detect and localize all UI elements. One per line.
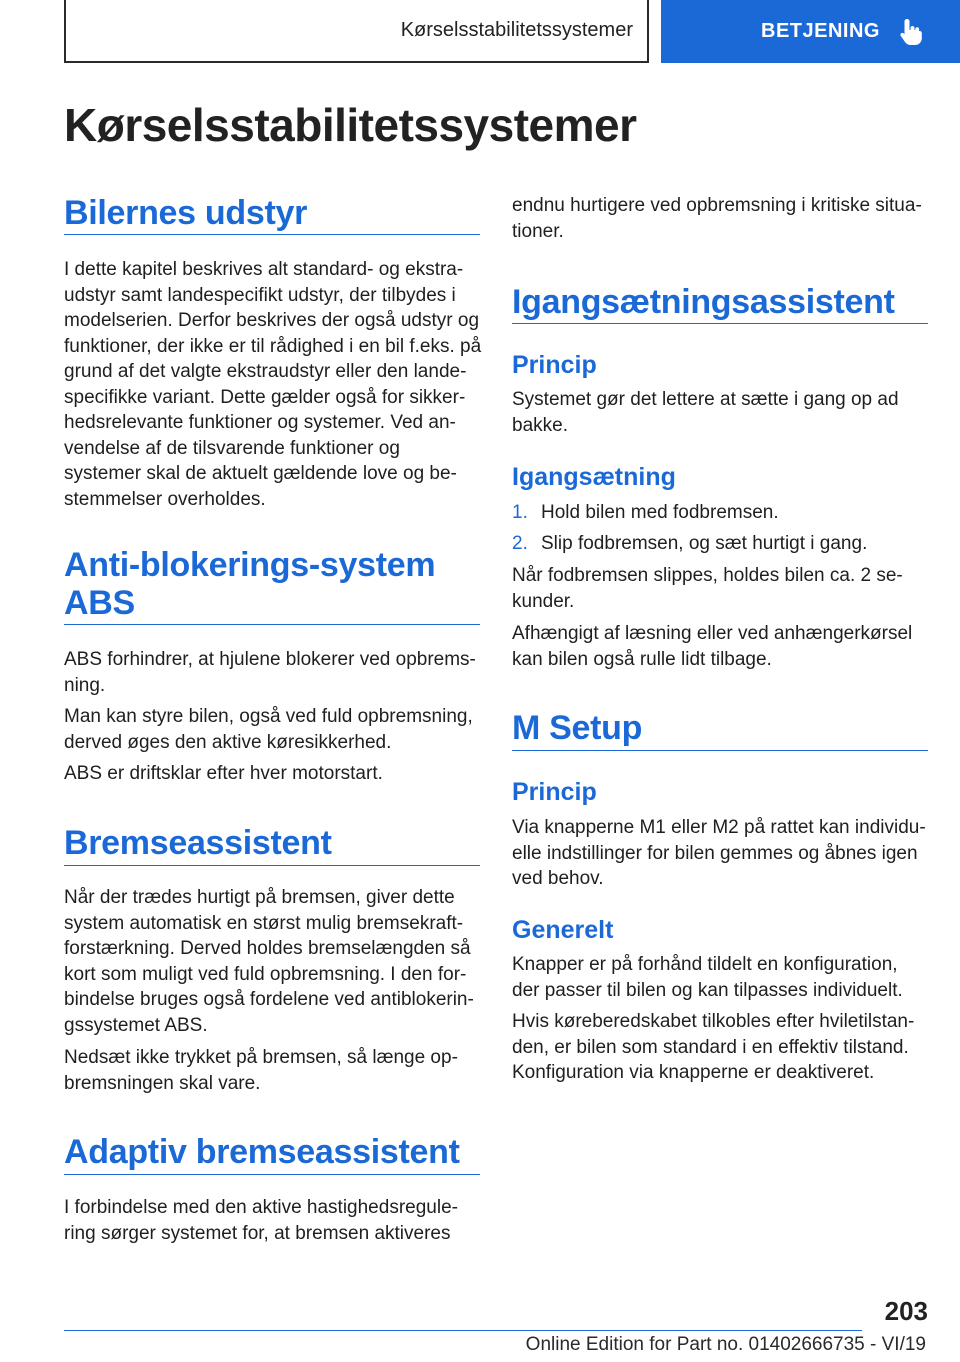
para-continuation: endnu hurtigere ved opbremsning i kritiske situa- tioner.: [512, 195, 922, 242]
section-rule: [512, 323, 928, 324]
header-chapter-tab[interactable]: [661, 0, 960, 63]
heading-igangsaetningsassistent: Igangsætningsassistent: [512, 283, 895, 321]
subheading-igangsaetning: Igangsætning: [512, 463, 676, 491]
heading-adaptiv-bremseassistent: Adaptiv bremseassistent: [64, 1133, 460, 1171]
page-title: Kørselsstabilitetssystemer: [64, 99, 637, 151]
footer-edition-text: Online Edition for Part no. 01402666735 - VI/19: [525, 1334, 926, 1355]
heading-bilernes-udstyr: Bilernes udstyr: [64, 194, 308, 232]
list-text: Slip fodbremsen, og sæt hurtigt i gang.: [541, 533, 868, 554]
section-rule: [64, 234, 480, 235]
para-generelt-1: Knapper er på forhånd tildelt en konfiguration, der passer til bilen og kan tilpasses individuelt.: [512, 954, 903, 1001]
heading-bremseassistent: Bremseassistent: [64, 824, 332, 862]
para-generelt-2: Hvis køreberedskabet tilkobles efter hviletilstan- den, er bilen som standard i en effektiv tilstand. Konfiguration via knapperne er deaktiveret.: [512, 1011, 915, 1083]
subheading-princip: Princip: [512, 351, 597, 379]
subheading-generelt: Generelt: [512, 916, 614, 944]
para-adaptiv-bremseassistent: I forbindelse med den aktive hastighedsregule- ring sørger systemet for, at bremsen aktiveres: [64, 1197, 458, 1244]
footer-rule: [64, 1330, 862, 1331]
section-rule: [64, 1174, 480, 1175]
para-abs-1: ABS forhindrer, at hjulene blokerer ved opbrems- ning.: [64, 649, 476, 696]
section-rule: [64, 624, 480, 625]
para-m-setup-princip: Via knapperne M1 eller M2 på rattet kan individu- elle indstillinger for bilen gemmes og åbnes igen ved behov.: [512, 817, 926, 889]
para-bilernes-udstyr: I dette kapitel beskrives alt standard- og ekstra- udstyr samt landespecifikt udstyr, der tilbydes i modelserien. Derfor beskrives der også udstyr og funktioner, der ikke er til rådighed i en bil f.eks. på grund af det valgte ekstraudstyr eller den lande- specifikke variant. Dette gælder også for sikker- hedsrelevante funktioner og systemer. Ved an- vendelse af de tilsvarende funktioner og systemer skal de aktuelt gældende love og be- stemmelser overholdes.: [64, 259, 482, 510]
heading-abs: Anti-blokerings-system ABS: [64, 546, 436, 622]
section-rule: [64, 865, 480, 866]
para-igangsaetning-1: Når fodbremsen slippes, holdes bilen ca. 2 se- kunder.: [512, 565, 903, 612]
subheading-princip-m-setup: Princip: [512, 778, 597, 806]
header-chapter-label: BETJENING: [761, 20, 880, 42]
hand-pointer-icon: [898, 17, 924, 47]
para-abs-3: ABS er driftsklar efter hver motorstart.: [64, 763, 383, 784]
list-text: Hold bilen med fodbremsen.: [541, 502, 779, 523]
header-section-tab: [64, 0, 649, 63]
list-item: [512, 531, 867, 556]
page-number: 203: [884, 1296, 928, 1326]
list-number: 1.: [512, 502, 528, 523]
header-section-label: Kørselsstabilitetssystemer: [400, 19, 633, 41]
para-igangsaetning-2: Afhængigt af læsning eller ved anhængerkørsel kan bilen også rulle lidt tilbage.: [512, 623, 913, 670]
para-bremseassistent-1: Når der trædes hurtigt på bremsen, giver dette system automatisk en størst mulig bremsekraft- forstærkning. Derved holdes bremselængden så kort som muligt ved fuld opbremsning. I den for- bindelse bruges også fordelene ved antiblokerin- gssystemet ABS.: [64, 887, 474, 1036]
para-bremseassistent-2: Nedsæt ikke trykket på bremsen, så længe op- bremsningen skal vare.: [64, 1047, 458, 1094]
heading-m-setup: M Setup: [512, 709, 643, 747]
para-abs-2: Man kan styre bilen, også ved fuld opbremsning, derved øges den aktive køresikkerhed.: [64, 706, 473, 753]
section-rule: [512, 750, 928, 751]
list-number: 2.: [512, 533, 528, 554]
list-item: [512, 500, 779, 525]
para-princip: Systemet gør det lettere at sætte i gang op ad bakke.: [512, 389, 899, 436]
